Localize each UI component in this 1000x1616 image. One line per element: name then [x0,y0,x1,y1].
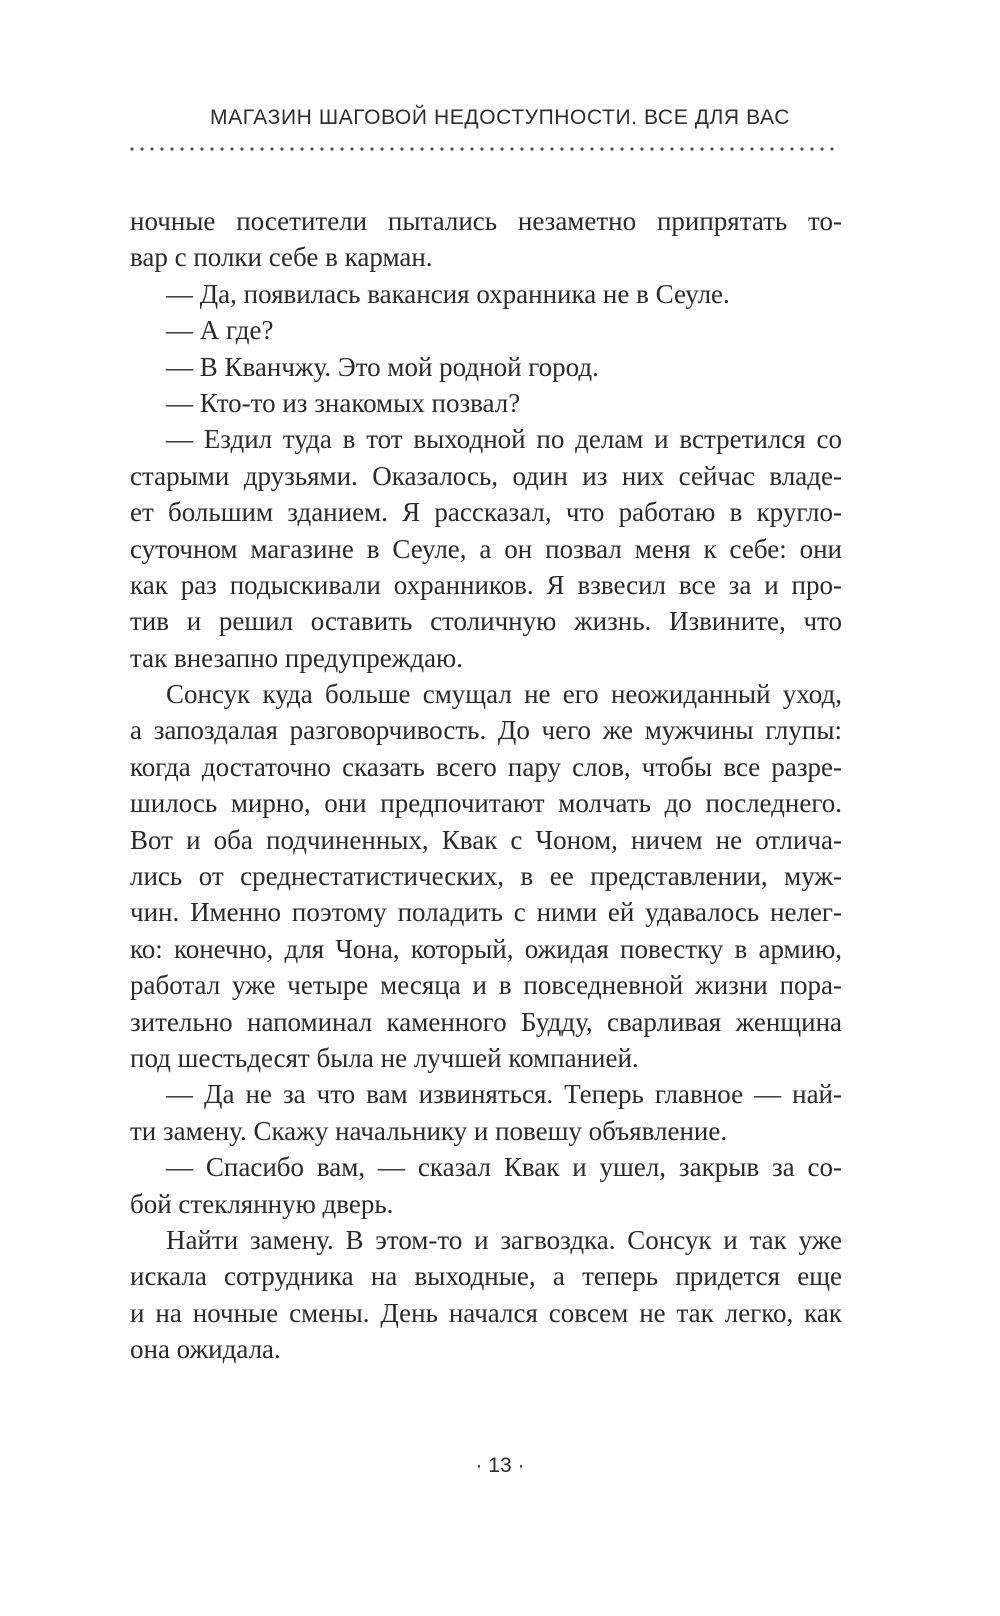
body-text [130,203,842,1368]
text-line: — А где? [166,315,274,346]
text-line: ко: конечно, для Чона, который, ожидая повестку в армию, [130,933,842,964]
text-line: бой стеклянную дверь. [130,1188,394,1219]
text-line: шилось мирно, они предпочитают молчать до последнего. [130,788,842,819]
text-line: — Да не за что вам извиняться. Теперь главное — най- [166,1079,842,1110]
text-line: а запоздалая разговорчивость. До чего же мужчины глупы: [130,715,842,746]
text-line: и на ночные смены. День начался совсем не так легко, как [130,1297,842,1328]
text-line: когда достаточно сказать всего пару слов, чтобы все разре- [130,751,842,782]
text-line: лись от среднестатистических, в ее представлении, муж- [130,861,842,892]
text-line: — В Кванчжу. Это мой родной город. [166,351,599,382]
text-line: — Да, появилась вакансия охранника не в Сеуле. [166,278,730,309]
text-line: искала сотрудника на выходные, а теперь придется еще [130,1261,842,1292]
text-line: ночные посетители пытались незаметно припрятать то- [130,206,842,236]
text-line: она ожидала. [130,1334,281,1365]
text-line: ет большим зданием. Я рассказал, что работаю в кругло- [130,497,842,528]
text-line: Найти замену. В этом-то и загвоздка. Сонсук и так уже [166,1224,842,1255]
text-line: так внезапно предупреждаю. [130,642,463,673]
running-header-title: МАГАЗИН ШАГОВОЙ НЕДОСТУПНОСТИ. ВСЕ ДЛЯ ВАС [210,106,790,129]
text-line: суточном магазине в Сеуле, а он позвал меня к себе: они [130,533,842,564]
text-line: вар с полки себе в карман. [130,242,433,273]
text-line: под шестьдесят была не лучшей компанией. [130,1042,639,1073]
text-line: старыми друзьями. Оказалось, один из них сейчас владе- [130,460,842,491]
text-line: работал уже четыре месяца и в повседневной жизни пора- [130,970,842,1001]
text-line: Сонсук куда больше смущал не его неожиданный уход, [166,679,842,710]
text-line: тив и решил оставить столичную жизнь. Извините, что [130,606,842,637]
page-number: · 13 · [475,1454,525,1477]
text-line: — Ездил туда в тот выходной по делам и встретился со [166,424,842,455]
text-line: как раз подыскивали охранников. Я взвесил все за и про- [130,569,842,600]
text-line: Вот и оба подчиненных, Квак с Чоном, ничем не отлича- [130,824,842,855]
text-line: чин. Именно поэтому поладить с ними ей удавалось нелег- [130,897,842,928]
text-line: — Кто-то из знакомых позвал? [166,387,521,418]
text-line: зительно напоминал каменного Будду, сварливая женщина [130,1006,842,1037]
text-line: ти замену. Скажу начальнику и повешу объявление. [130,1115,728,1146]
dotted-divider [127,146,840,152]
text-line: — Спасибо вам, — сказал Квак и ушел, закрыв за со- [166,1152,842,1183]
